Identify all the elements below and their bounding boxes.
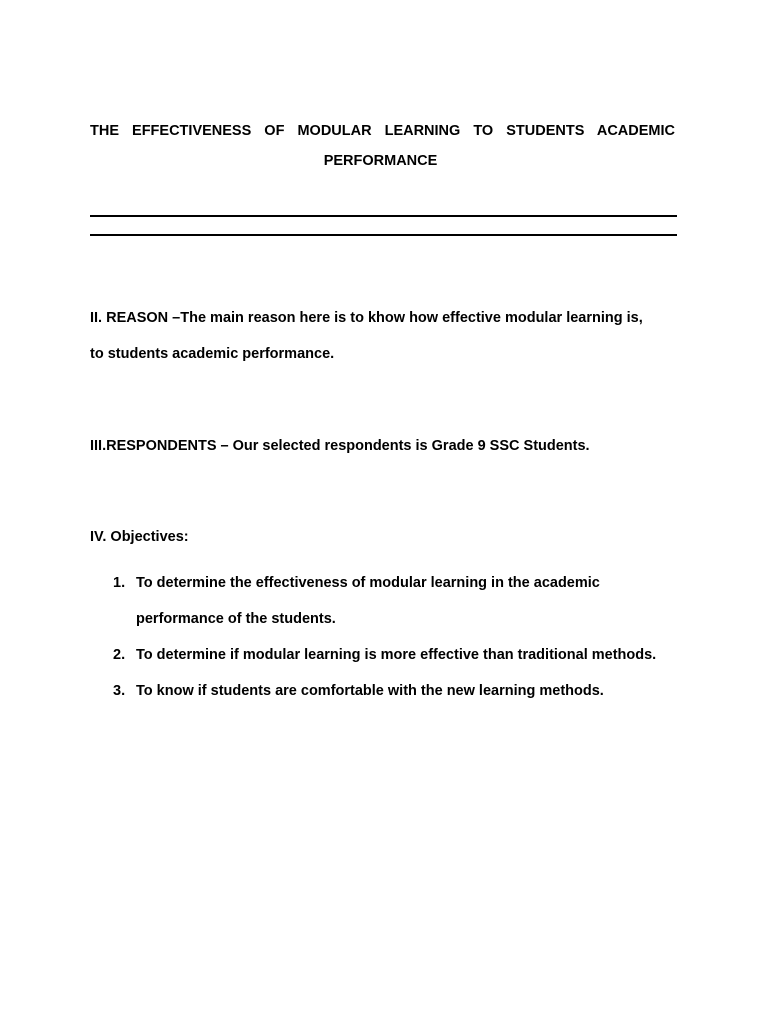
objectives-heading: IV. Objectives: [90,529,189,545]
reason-text-line-1: II. REASON –The main reason here is to khow how effective modular learning is, [90,310,643,326]
reason-text-line-2: to students academic performance. [90,346,335,362]
respondents-text: III.RESPONDENTS – Our selected respondents is Grade 9 SSC Students. [90,438,590,454]
objective-3-number: 3. [113,683,126,699]
blank-underline-2 [90,234,677,236]
document-title-line-1: THE EFFECTIVENESS OF MODULAR LEARNING TO STUDENTS ACADEMIC [90,123,675,139]
blank-underline-1 [90,215,677,217]
objective-3-text: To know if students are comfortable with the new learning methods. [136,683,604,699]
document-title-line-2: PERFORMANCE [323,153,438,169]
objective-2-text: To determine if modular learning is more effective than traditional methods. [136,647,657,663]
objective-1-number: 1. [113,575,126,591]
objective-1-text-line-2: performance of the students. [136,611,336,627]
objective-2-number: 2. [113,647,126,663]
objective-1-text-line-1: To determine the effectiveness of modular learning in the academic [136,575,600,591]
